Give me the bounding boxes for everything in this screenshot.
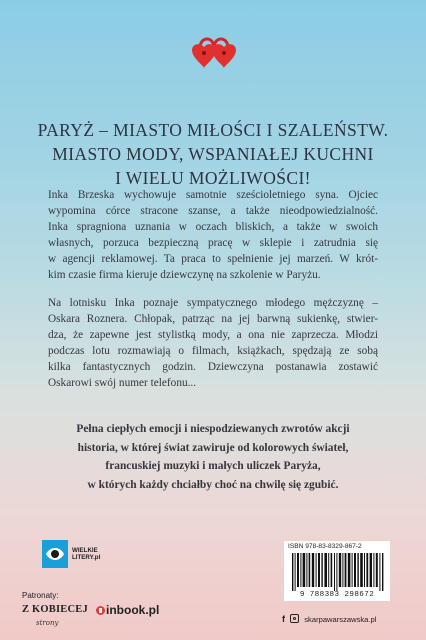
social-handle: skarpawarszawska.pl — [304, 615, 377, 624]
patrons-label: Patronaty: — [22, 591, 59, 600]
tagline — [30, 420, 396, 494]
text-line: kilka fantastycznych godzin. Dziewczyna postanawia zostawić — [48, 360, 378, 373]
synopsis-paragraph-2 — [48, 296, 378, 391]
text-line: Oskara Roznera. Chłopak, patrząc na jej barwną sukienkę, stwier- — [48, 312, 378, 325]
text-line: dza, że zapewne jest stylistką mody, a ona nie zaprzecza. Młodzi — [48, 328, 378, 341]
tagline-line: Pełna ciepłych emocji i niespodziewanych zwrotów akcji — [76, 423, 350, 435]
text-line: Inka Brzeska wychowuje samotnie sześcioletniego syna. Ojciec — [48, 189, 378, 201]
headline-line: I WIELU MOŻLIWOŚCI! — [115, 168, 311, 188]
social-links — [282, 614, 376, 624]
headline-line: PARYŻ – MIASTO MIŁOŚCI I SZALEŃSTW. — [37, 120, 389, 140]
tagline-line: francuskiej muzyki i małych uliczek Paryża, — [105, 460, 321, 473]
inbook-icon — [96, 606, 105, 615]
synopsis-paragraph-1 — [48, 188, 378, 283]
text-line: Na lotnisku Inka poznaje sympatycznego młodego mężczyznę – — [48, 297, 378, 309]
text-line: kim czasie firma kieruje dziewczynę na szkolenie w Paryżu. — [48, 268, 321, 281]
publisher-name: WIELKIE LITERY.pl — [72, 547, 101, 561]
headline-line: MIASTO MODY, WSPANIAŁEJ KUCHNI — [52, 144, 374, 164]
padlocks-icon — [188, 30, 240, 76]
barcode-number: 9 788383 298672 — [299, 591, 375, 599]
barcode-icon — [292, 553, 384, 591]
text-line: podczas lotu rozmawiają o filmach, książkach, spędzają ze sobą — [48, 344, 378, 357]
isbn: ISBN 978-83-8329-867-2 — [288, 543, 362, 550]
headline — [30, 118, 396, 190]
publisher-logo — [42, 540, 108, 568]
text-line: w agencji reklamowej. Ta praca to spełnienie jej marzeń. W krót- — [48, 252, 378, 265]
text-line: Inka spragniona uznania w oczach bliskich, a także w swoich — [48, 220, 378, 233]
patron-logo-inbook: inbook.pl — [96, 603, 159, 617]
text-line: własnych, porzuca bezpieczną pracę w sklepie i zatrudnia się — [48, 236, 378, 249]
publisher-logo-icon — [42, 540, 68, 568]
instagram-icon — [290, 614, 299, 623]
tagline-line: historia, w której świat zawiruje od kolorowych świateł, — [77, 441, 349, 454]
text-line: wypomina córce stracone szanse, a także nieodpowiedzialność. — [48, 204, 378, 217]
text-line: Oskarowi swój numer telefonu... — [48, 376, 197, 389]
facebook-icon: f — [282, 614, 285, 624]
tagline-line: w których każdy chciałby choć na chwilę się zgubić. — [87, 478, 339, 491]
patron-logo-zkobiecej: Z KOBIECEJ — [22, 604, 88, 615]
patron-logo-zkobiecej-sub: strony — [36, 619, 59, 627]
